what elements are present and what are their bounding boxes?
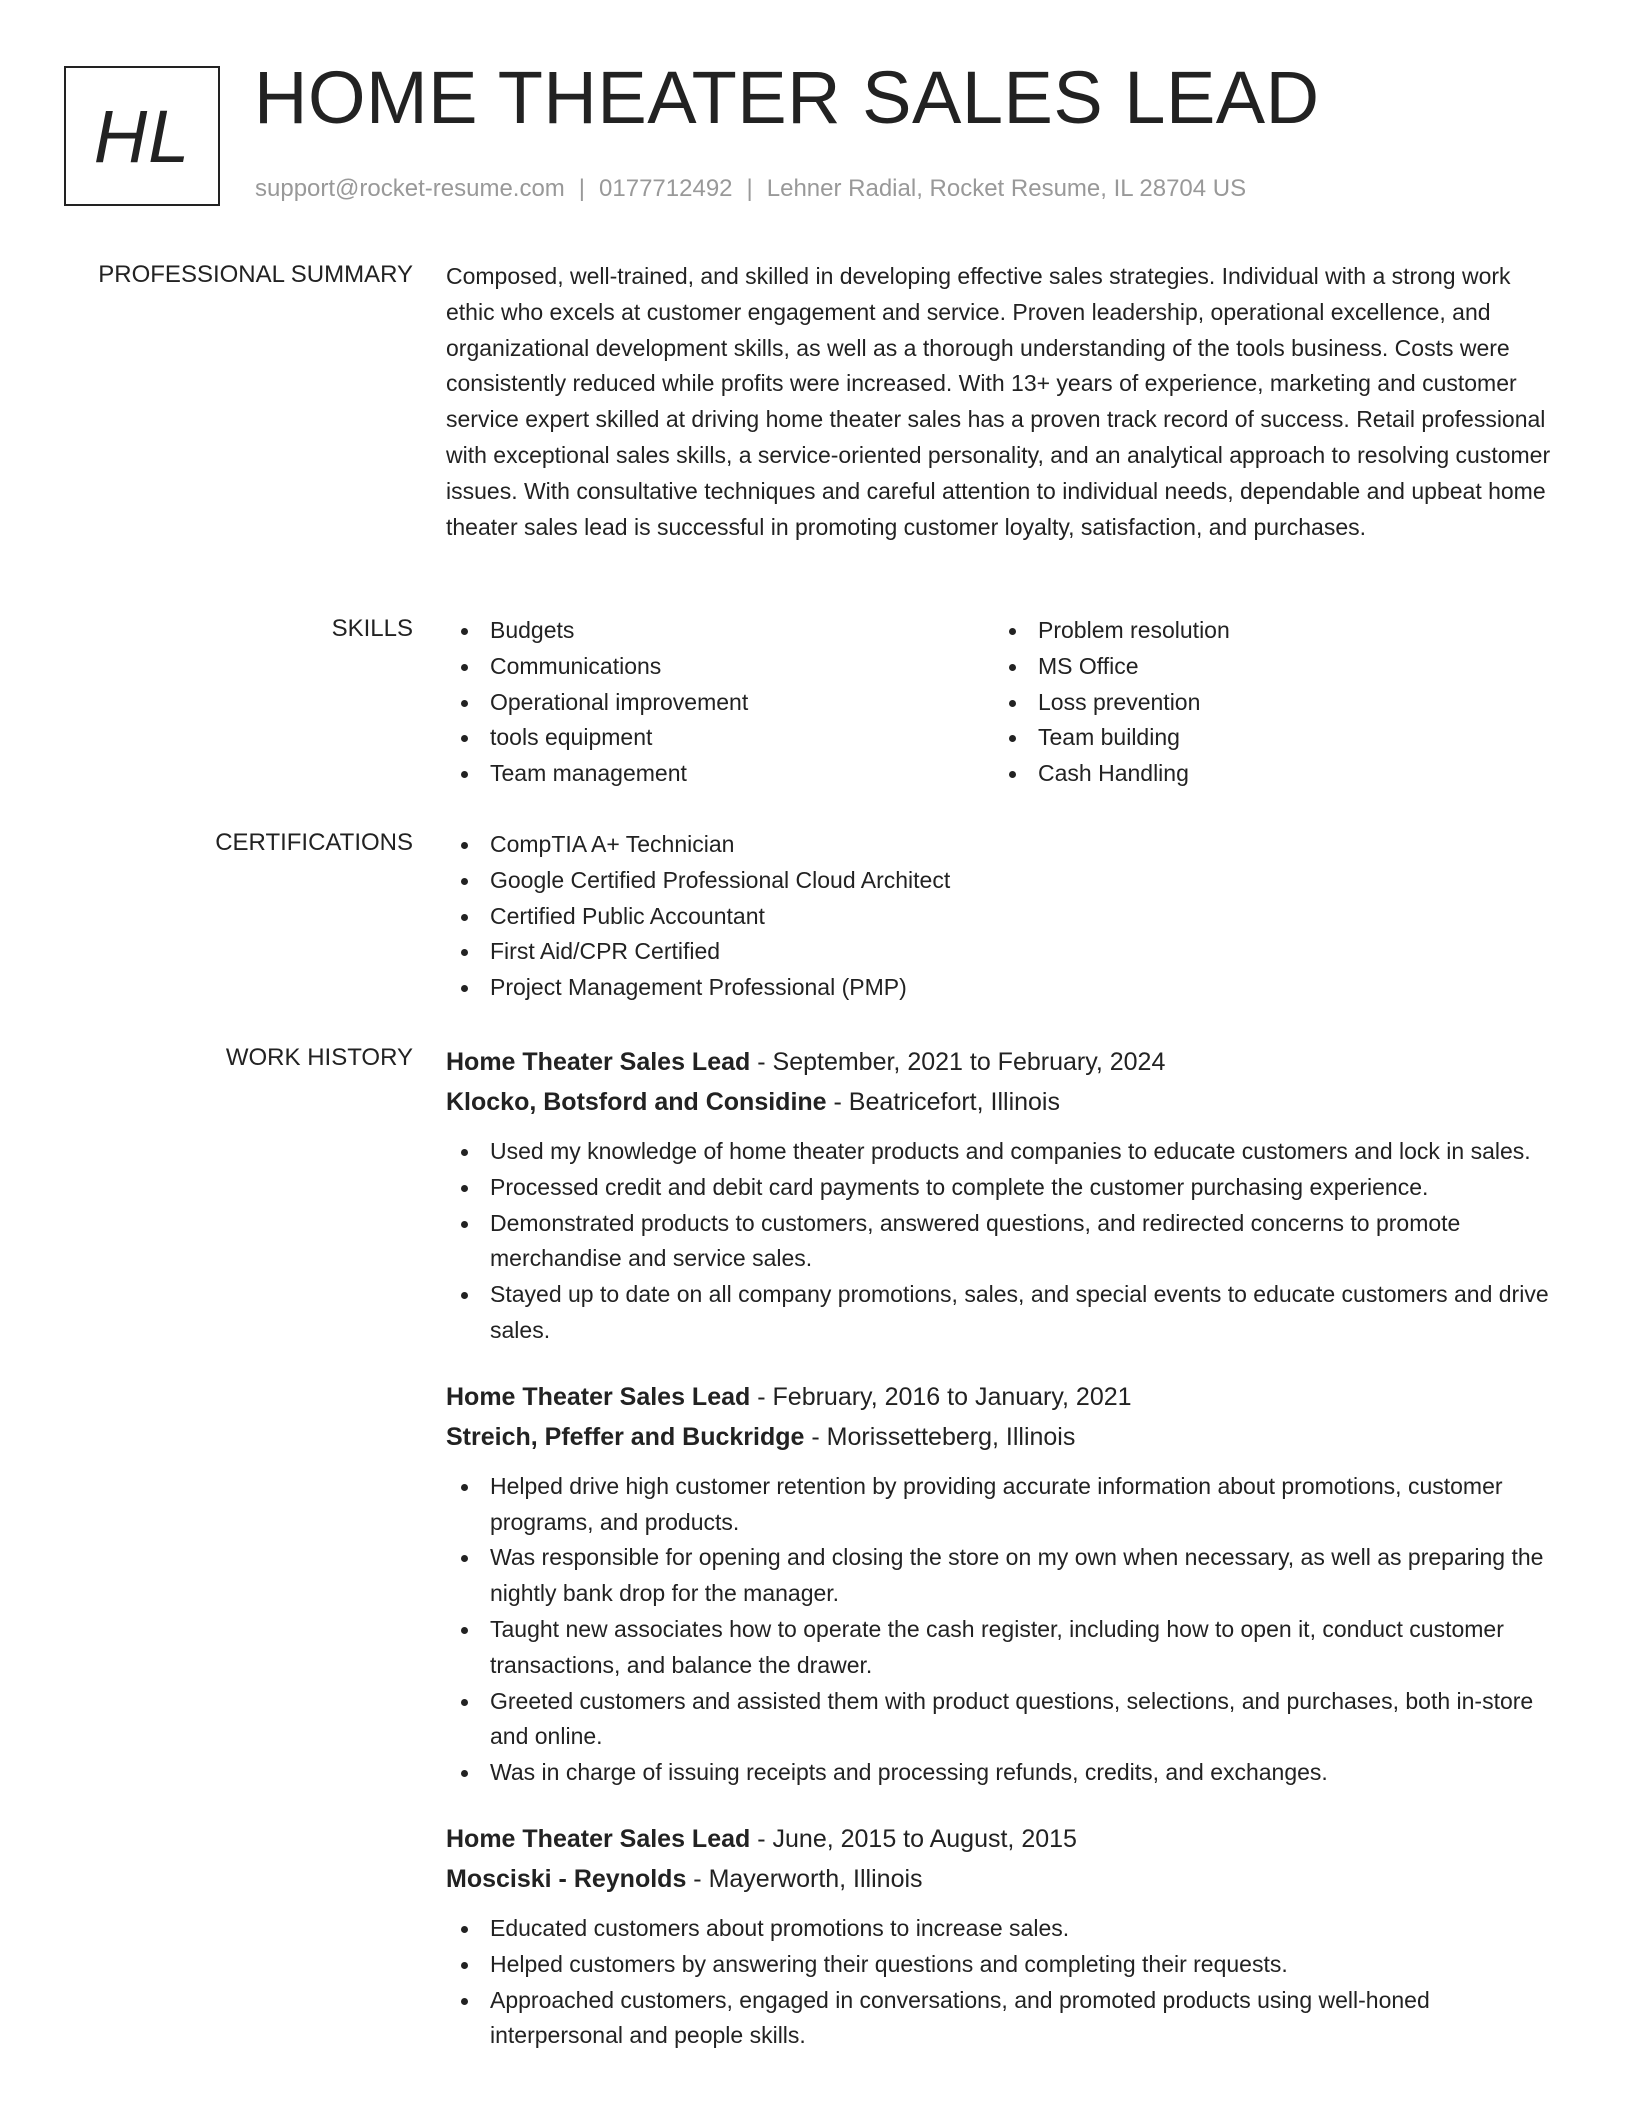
contact-separator: |: [578, 175, 586, 202]
certification-item: Google Certified Professional Cloud Architect: [446, 863, 1558, 899]
skills-list-left: [446, 613, 994, 792]
job-bullet: Processed credit and debit card payments to complete the customer purchasing experience.: [446, 1170, 1558, 1206]
certification-item: Project Management Professional (PMP): [446, 970, 1558, 1006]
skills-columns: [446, 613, 1558, 792]
job-bullet: Was in charge of issuing receipts and processing refunds, credits, and exchanges.: [446, 1755, 1558, 1791]
job-dates: - June, 2015 to August, 2015: [750, 1824, 1077, 1853]
skills-body: [446, 613, 1558, 792]
skill-item: Cash Handling: [994, 756, 1542, 792]
contact-email[interactable]: support@rocket-resume.com: [255, 175, 565, 202]
job-entry: [446, 1042, 1558, 1349]
certification-item: First Aid/CPR Certified: [446, 934, 1558, 970]
job-bullet: Greeted customers and assisted them with product questions, selections, and purchases, both in-store and online.: [446, 1684, 1558, 1756]
resume-title: HOME THEATER SALES LEAD: [254, 56, 1320, 139]
certifications-heading: CERTIFICATIONS: [215, 829, 413, 856]
work-history-heading: WORK HISTORY: [225, 1044, 413, 1071]
job-company-line: [446, 1417, 1558, 1457]
job-bullet: Was responsible for opening and closing the store on my own when necessary, as well as preparing the nightly bank drop for the manager.: [446, 1540, 1558, 1612]
contact-separator: |: [746, 175, 753, 202]
skill-item: Team management: [446, 756, 994, 792]
job-dates: - February, 2016 to January, 2021: [750, 1382, 1132, 1411]
skill-item: Team building: [994, 720, 1542, 756]
skill-item: Communications: [446, 649, 994, 685]
job-entry: [446, 1819, 1558, 2054]
job-company-line: [446, 1859, 1558, 1899]
job-role: Home Theater Sales Lead: [446, 1048, 751, 1076]
job-bullet: Demonstrated products to customers, answered questions, and redirected concerns to promote merchandise and service sales.: [446, 1206, 1558, 1278]
skill-item: Budgets: [446, 613, 994, 649]
skill-item: MS Office: [994, 649, 1542, 685]
work-history-body: [446, 1042, 1558, 2082]
contact-phone[interactable]: 0177712492: [599, 175, 733, 202]
certifications-body: [446, 827, 1558, 1006]
skill-item: Loss prevention: [994, 685, 1542, 721]
summary-heading: PROFESSIONAL SUMMARY: [98, 261, 413, 288]
job-entry: [446, 1377, 1558, 1791]
job-bullets: [446, 1469, 1558, 1791]
job-dates: - September, 2021 to February, 2024: [750, 1048, 1166, 1076]
job-title-line: [446, 1819, 1558, 1859]
job-title-line: [446, 1377, 1558, 1417]
contact-line: [255, 175, 1246, 203]
skills-heading: SKILLS: [331, 615, 413, 642]
job-location: - Morissetteberg, Illinois: [804, 1422, 1076, 1451]
certification-item: CompTIA A+ Technician: [446, 827, 1558, 863]
skill-item: tools equipment: [446, 720, 994, 756]
skill-item: Operational improvement: [446, 685, 994, 721]
job-bullets: [446, 1134, 1558, 1349]
job-location: - Mayerworth, Illinois: [686, 1864, 923, 1893]
contact-address: Lehner Radial, Rocket Resume, IL 28704 US: [766, 175, 1247, 202]
job-role: Home Theater Sales Lead: [446, 1824, 751, 1853]
job-company: Streich, Pfeffer and Buckridge: [446, 1422, 805, 1451]
job-bullet: Used my knowledge of home theater products and companies to educate customers and lock in sales.: [446, 1134, 1558, 1170]
job-company: Klocko, Botsford and Considine: [446, 1088, 827, 1116]
job-bullet: Educated customers about promotions to increase sales.: [446, 1911, 1558, 1947]
job-bullet: Helped customers by answering their questions and completing their requests.: [446, 1947, 1558, 1983]
job-bullet: Approached customers, engaged in conversations, and promoted products using well-honed interpersonal and people skills.: [446, 1983, 1558, 2055]
job-bullets: [446, 1911, 1558, 2054]
job-bullet: Helped drive high customer retention by providing accurate information about promotions, customer programs, and products.: [446, 1469, 1558, 1541]
summary-text: Composed, well-trained, and skilled in developing effective sales strategies. Individual with a strong work ethic who excels at customer engagement and service. Proven leadership, operational excellence, and organizational development skills, as well as a thorough understanding of the tools business. Costs were consistently reduced while profits were increased. With 13+ years of experience, marketing and customer service expert skilled at driving home theater sales has a proven track record of success. Retail professional with exceptional sales skills, a service-oriented personality, and an analytical approach to resolving customer issues. With consultative techniques and careful attention to individual needs, dependable and upbeat home theater sales lead is successful in promoting customer loyalty, satisfaction, and purchases.: [446, 263, 1551, 540]
summary-body: [446, 259, 1558, 545]
job-title-line: [446, 1042, 1558, 1082]
job-bullet: Stayed up to date on all company promotions, sales, and special events to educate customers and drive sales.: [446, 1277, 1558, 1349]
job-role: Home Theater Sales Lead: [446, 1382, 751, 1411]
certifications-list: [446, 827, 1558, 1006]
job-company-line: [446, 1082, 1558, 1122]
job-location: - Beatricefort, Illinois: [826, 1088, 1060, 1116]
certification-item: Certified Public Accountant: [446, 899, 1558, 935]
initials-monogram: HL: [64, 66, 220, 206]
skill-item: Problem resolution: [994, 613, 1542, 649]
job-bullet: Taught new associates how to operate the cash register, including how to open it, conduct customer transactions, and balance the drawer.: [446, 1612, 1558, 1684]
skills-list-right: [994, 613, 1542, 792]
job-company: Mosciski - Reynolds: [446, 1864, 687, 1893]
